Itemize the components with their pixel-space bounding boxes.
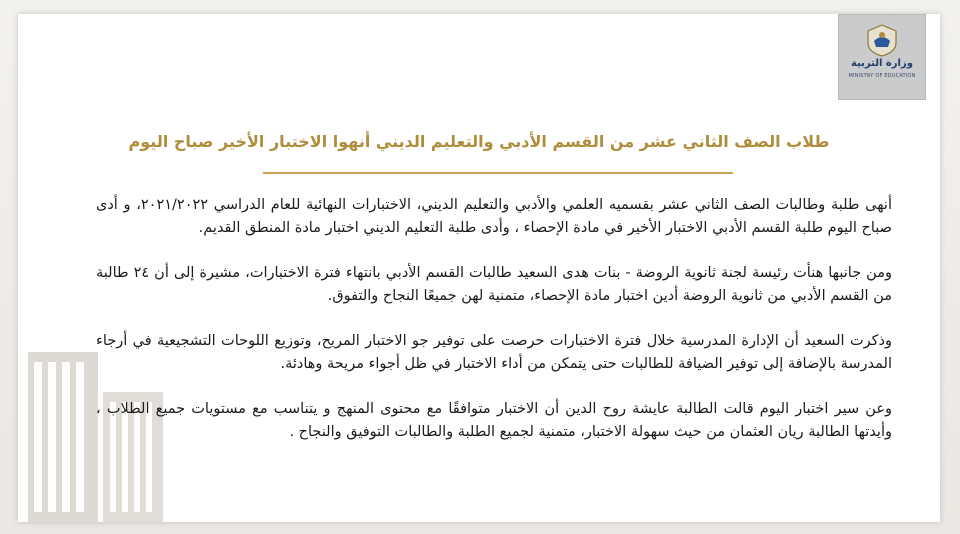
paragraph-3: وذكرت السعيد أن الإدارة المدرسية خلال فترة الاختبارات حرصت على توفير جو الاختبار المريح، وتوزيع اللوحات التشجيعية في أرجاء المدرسة بالإضافة إلى توفير الضيافة للطالبات حتى يتمكن من أداء الاختبار في ظل أجواء مريحة وهادئة. bbox=[96, 333, 892, 372]
emblem-icon bbox=[864, 23, 900, 57]
ministry-logo bbox=[838, 14, 926, 100]
title-divider bbox=[263, 172, 733, 174]
article-body bbox=[96, 194, 892, 466]
paragraph-2: ومن جانبها هنأت رئيسة لجنة ثانوية الروضة - بنات هدى السعيد طالبات القسم الأدبي بانتهاء فترة الاختبارات، مشيرة إلى أن ٢٤ طالبة من القسم الأدبي من ثانوية الروضة أدين اختبار مادة الإحصاء، متمنية لهن جميعًا النجاح والتفوق. bbox=[96, 265, 892, 304]
logo-name-arabic: وزارة التربية bbox=[851, 58, 913, 69]
news-card bbox=[18, 14, 940, 522]
article-title: طلاب الصف الثاني عشر من القسم الأدبي والتعليم الديني أنهوا الاختبار الأخير صباح اليوم bbox=[128, 132, 830, 151]
paragraph-1: أنهى طلبة وطالبات الصف الثاني عشر بقسميه العلمي والأدبي والتعليم الديني، الاختبارات النهائية للعام الدراسي ٢٠٢١/٢٠٢٢، و أدى صباح اليوم طلبة القسم الأدبي الاختبار الأخير في مادة الإحصاء ، وأدى طلبة التعليم الديني اختبار مادة المنطق القديم. bbox=[96, 197, 892, 236]
logo-name-english: MINISTRY OF EDUCATION bbox=[848, 73, 916, 79]
paragraph-4: وعن سير اختبار اليوم قالت الطالبة عايشة روح الدين أن الاختبار متوافقًا مع محتوى المنهج و يتناسب مع مستويات جميع الطلاب ، وأيدتها الطالبة ريان العثمان من حيث سهولة الاختبار، متمنية لجميع الطلبة والطالبات التوفيق والنجاح . bbox=[96, 401, 892, 440]
